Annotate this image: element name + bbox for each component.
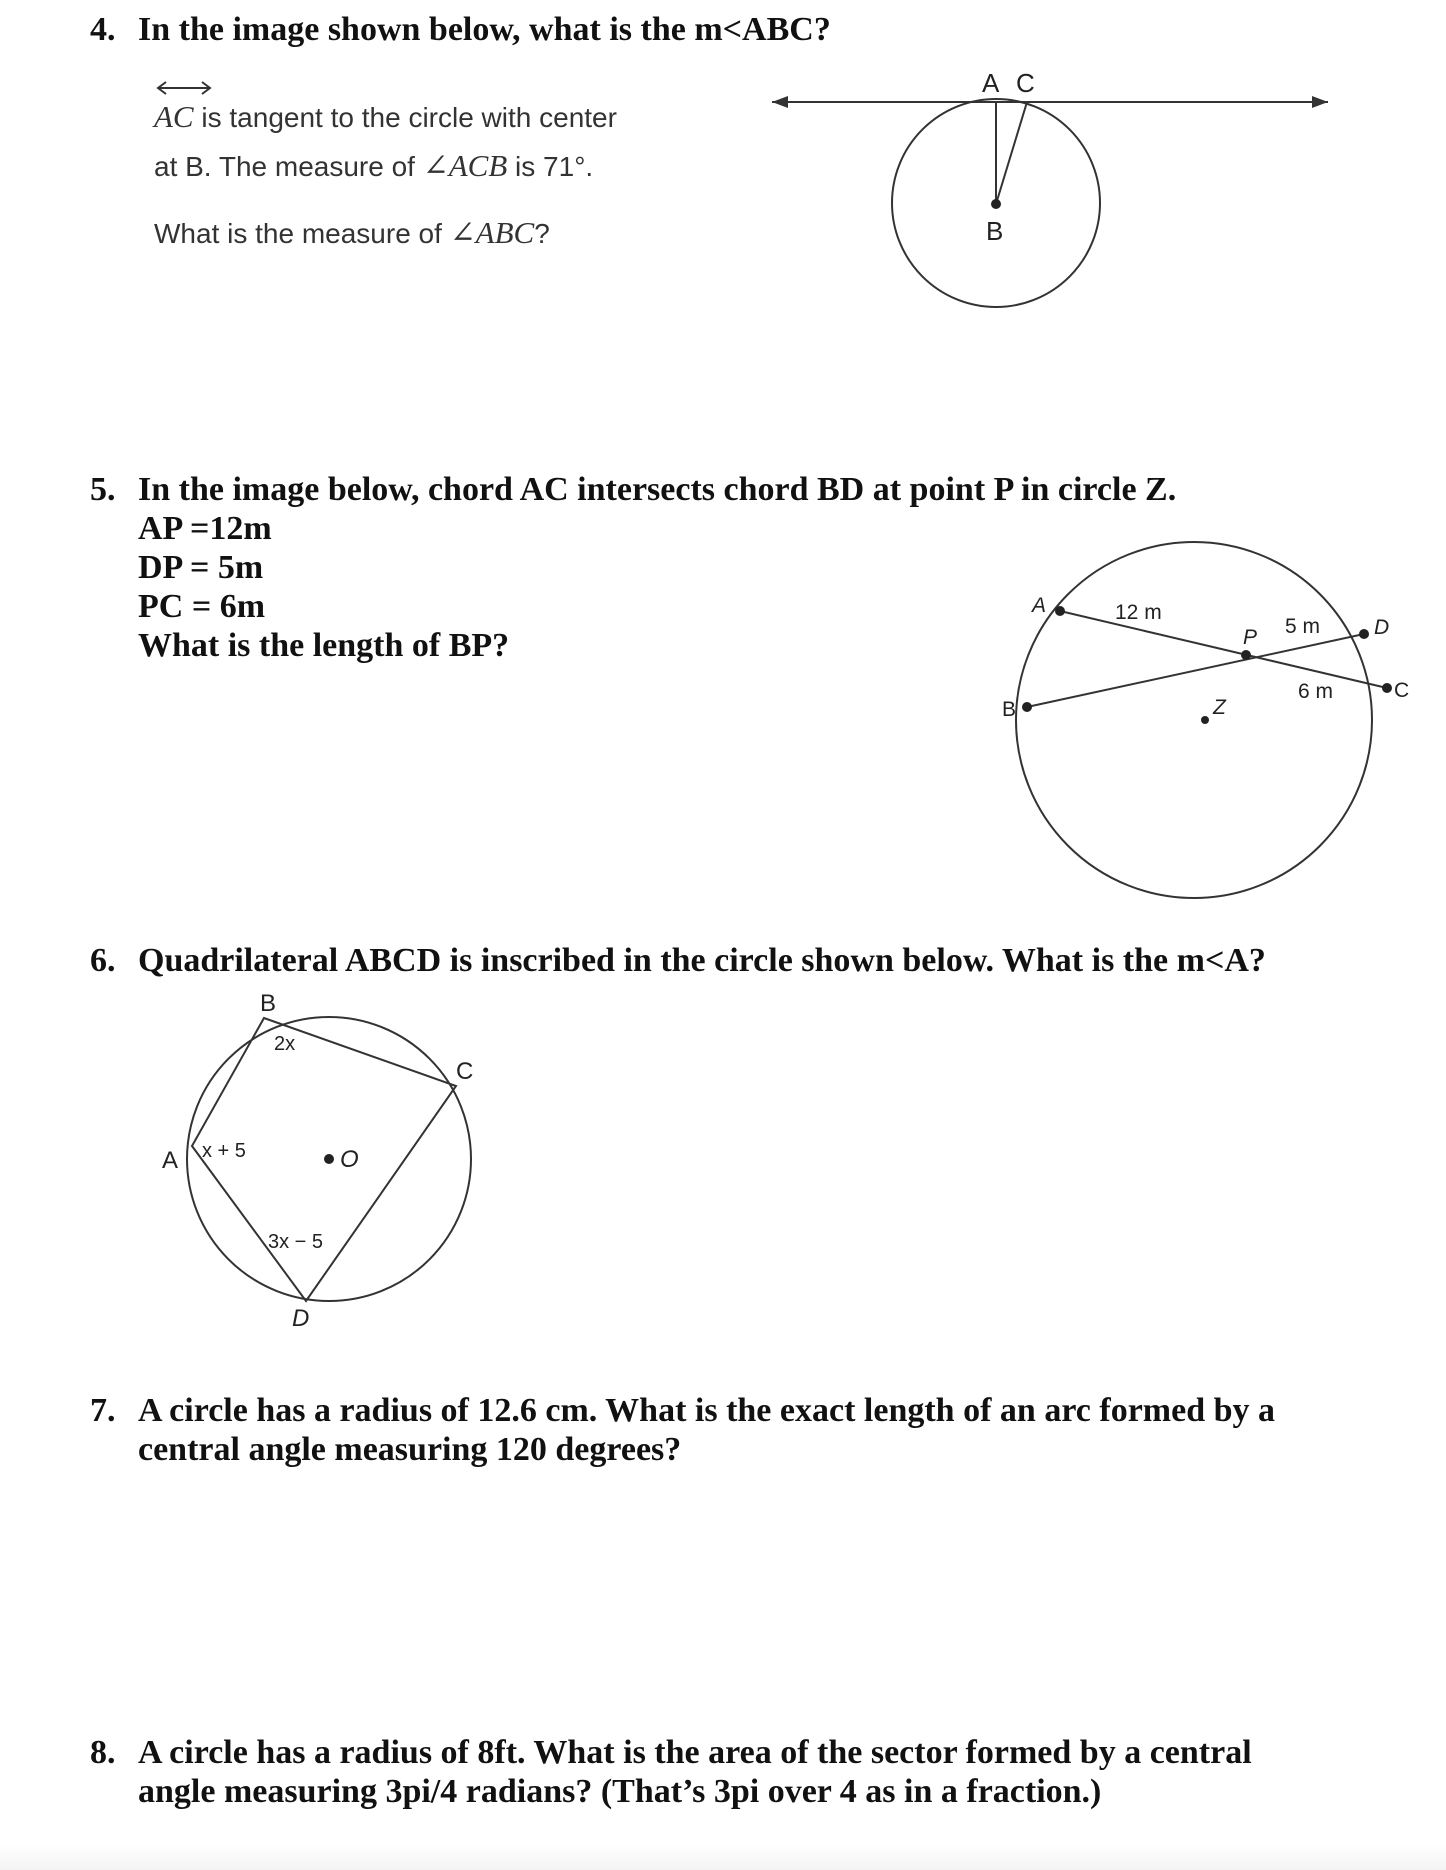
label-d: D — [292, 1305, 310, 1332]
given-text: What is the measure of — [154, 218, 450, 249]
question-text-line-2: central angle measuring 120 degrees? — [138, 1431, 682, 1468]
angle-abc: ∠ABC — [449, 215, 535, 250]
segment-bc — [996, 102, 1027, 204]
given-text: at B. The measure of — [154, 151, 423, 182]
line-arrow-icon — [154, 78, 214, 98]
question-text-line-1: A circle has a radius of 8ft. What is the area of the sector formed by a central — [138, 1734, 1252, 1771]
measure-ap: 12 m — [1115, 601, 1162, 624]
given-line-2 — [154, 149, 617, 184]
given-dp: DP = 5m — [138, 549, 264, 586]
measure-pc: 6 m — [1298, 680, 1334, 703]
angle-acb: ∠ACB — [422, 148, 508, 183]
label-b: B — [260, 990, 277, 1017]
question-number: 6. — [90, 942, 116, 979]
label-d: D — [1374, 616, 1390, 639]
point-a — [1055, 606, 1065, 616]
label-c: C — [1394, 679, 1410, 702]
line-ac-symbol: AC — [154, 99, 194, 134]
question-4-heading — [90, 10, 831, 49]
question-text: Quadrilateral ABCD is inscribed in the circle shown below. What is the m<A? — [138, 942, 1266, 979]
label-a: A — [162, 1147, 179, 1174]
question-number: 8. — [90, 1734, 116, 1771]
point-b — [1022, 702, 1032, 712]
given-pc: PC = 6m — [138, 588, 266, 625]
question-number: 4. — [90, 11, 116, 48]
question-8-heading — [90, 1733, 1252, 1811]
label-c: C — [1016, 68, 1035, 98]
question-5-figure — [980, 530, 1410, 910]
question-prompt: What is the length of BP? — [138, 627, 510, 664]
angle-d-expression: 3x − 5 — [268, 1231, 324, 1253]
question-text-line-2: angle measuring 3pi/4 radians? (That’s 3pi over 4 as in a fraction.) — [138, 1773, 1102, 1810]
question-number: 7. — [90, 1392, 116, 1429]
question-4-figure — [760, 60, 1350, 330]
given-text: ? — [534, 218, 550, 249]
question-6-figure — [150, 990, 490, 1340]
question-text: In the image shown below, what is the m<ABC? — [138, 11, 831, 48]
label-z: Z — [1213, 696, 1226, 719]
label-a: A — [982, 68, 1000, 98]
label-a: A — [1032, 594, 1047, 617]
question-7-heading — [90, 1391, 1275, 1469]
question-number: 5. — [90, 471, 116, 508]
label-b: B — [986, 216, 1004, 246]
label-b: B — [1002, 698, 1017, 721]
label-o: O — [340, 1146, 359, 1173]
label-c: C — [456, 1058, 474, 1085]
angle-a-expression: x + 5 — [202, 1140, 246, 1162]
question-4-given — [154, 100, 617, 251]
question-text: In the image below, chord AC intersects chord BD at point P in circle Z. — [138, 471, 1177, 508]
page-bottom-edge — [0, 1845, 1446, 1870]
center-point-o — [324, 1154, 334, 1164]
circle-z — [1016, 542, 1372, 898]
given-text: is tangent to the circle with center — [193, 102, 617, 133]
given-ap: AP =12m — [138, 510, 272, 547]
arrowhead-left — [772, 96, 788, 108]
question-6-heading — [90, 941, 1266, 980]
question-text-line-1: A circle has a radius of 12.6 cm. What is the exact length of an arc formed by a — [138, 1392, 1276, 1429]
label-p: P — [1243, 626, 1258, 649]
angle-b-expression: 2x — [274, 1033, 296, 1055]
given-text: is 71°. — [507, 151, 594, 182]
point-c — [1382, 683, 1392, 693]
arrowhead-right — [1312, 96, 1328, 108]
center-point-z — [1201, 716, 1209, 724]
center-point-b — [991, 199, 1001, 209]
given-line-1 — [154, 100, 617, 135]
point-p — [1241, 650, 1251, 660]
given-line-3 — [154, 216, 617, 251]
chord-ac — [1060, 611, 1390, 688]
point-d — [1359, 629, 1369, 639]
measure-pd: 5 m — [1285, 615, 1321, 638]
